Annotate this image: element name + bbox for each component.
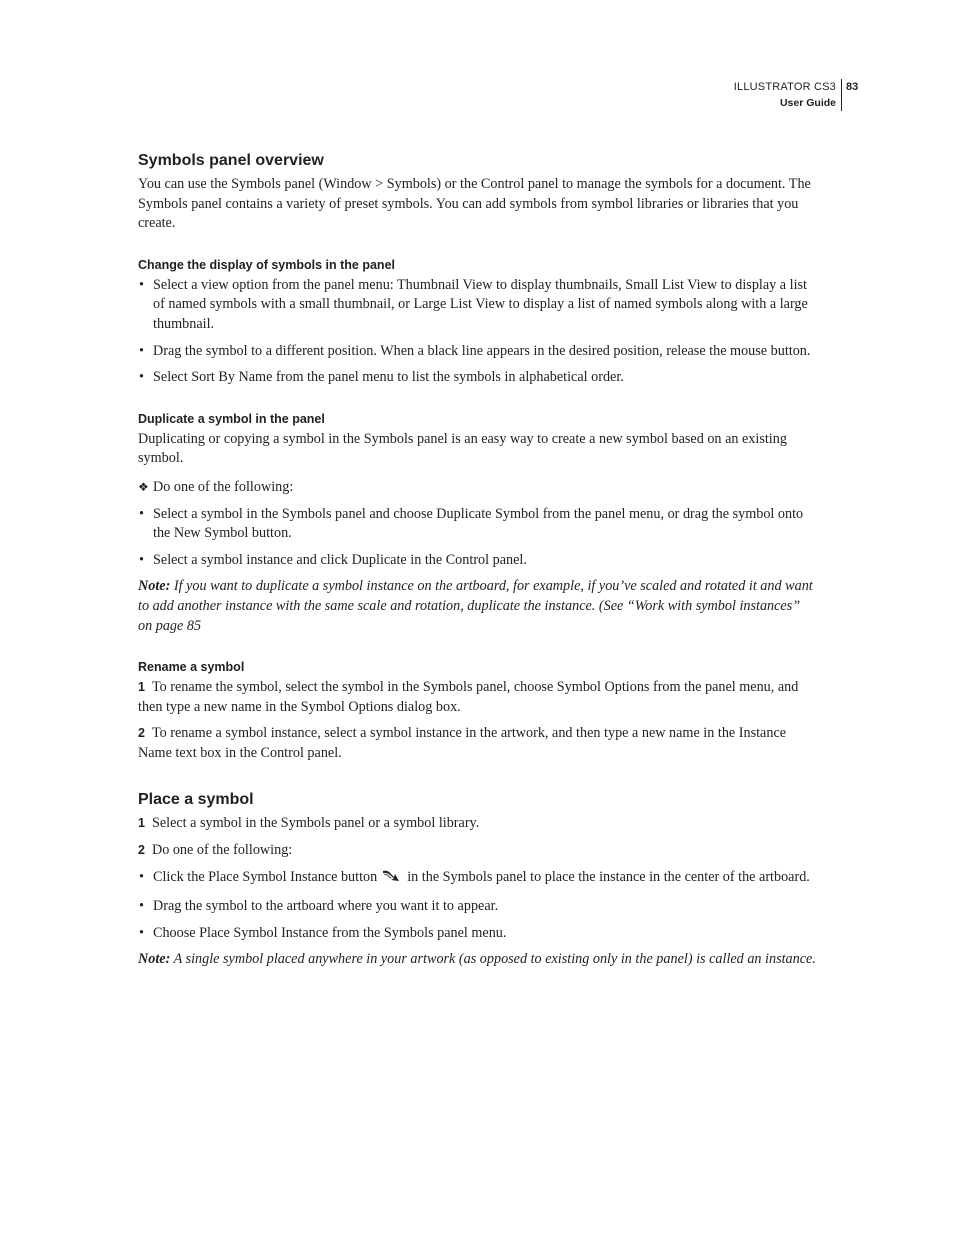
bullet-glyph: • [139, 898, 144, 915]
bullet-glyph: • [139, 342, 144, 359]
duplicate-intro: Duplicating or copying a symbol in the Symbols panel is an easy way to create a new symbol based on an existing symbol. [138, 430, 787, 467]
diamond-marker-icon: ❖ [138, 479, 149, 494]
bullet-glyph: • [139, 551, 144, 568]
list-item-text: Choose Place Symbol Instance from the Symbols panel menu. [153, 924, 507, 941]
step-text: Do one of the following: [151, 842, 293, 859]
place-note [138, 950, 816, 970]
step-text: To rename a symbol instance, select a symbol instance in the artwork, and then type a new name in the Instance Name text box in the Control panel. [138, 725, 787, 761]
list-item-text: Select a symbol in the Symbols panel and choose Duplicate Symbol from the panel menu, or drag the symbol onto the New Symbol button. [153, 505, 804, 542]
step-number: 2 [138, 726, 145, 741]
step-item [138, 814, 816, 834]
list-item-text: Select Sort By Name from the panel menu to list the symbols in alphabetical order. [153, 369, 624, 386]
running-header [734, 79, 842, 111]
list-item [138, 505, 816, 544]
step-item [138, 841, 816, 861]
list-item-text: Drag the symbol to a different position. When a black line appears in the desired position, release the mouse button. [153, 342, 811, 359]
list-item-text: Select a symbol instance and click Duplicate in the Control panel. [153, 551, 527, 568]
note-label: Note: [138, 951, 171, 968]
page-number: 83 [846, 81, 859, 93]
bullet-glyph: • [139, 505, 144, 522]
guide-name: User Guide [779, 97, 836, 109]
subheading-duplicate-symbol: Duplicate a symbol in the panel [138, 411, 325, 426]
step-text: Select a symbol in the Symbols panel or a symbol library. [151, 815, 480, 832]
list-item [138, 924, 816, 944]
list-item [138, 276, 816, 335]
list-item [138, 551, 816, 571]
section-heading-symbols-panel-overview: Symbols panel overview [138, 152, 324, 169]
subheading-rename-symbol: Rename a symbol [138, 660, 245, 675]
list-item [138, 868, 816, 891]
bullet-glyph: • [139, 276, 144, 293]
step-number: 2 [138, 843, 145, 858]
list-item [138, 897, 816, 917]
duplicate-note [138, 577, 816, 636]
place-symbol-instance-icon [381, 868, 401, 891]
step-text: To rename the symbol, select the symbol in the Symbols panel, choose Symbol Options from the panel menu, and then type a new name in the Symbol Options dialog box. [138, 679, 799, 715]
note-text: If you want to duplicate a symbol instance on the artboard, for example, if you’ve scaled and rotated it and want to add another instance with the same scale and rotation, duplicate the instance. (See “Work with symbol instances” on page 85 [138, 578, 813, 634]
section-heading-place-symbol: Place a symbol [138, 791, 254, 809]
note-label: Note: [138, 578, 171, 595]
page-content [138, 150, 816, 970]
list-item-text-before: Click the Place Symbol Instance button [153, 868, 378, 885]
bullet-glyph: • [139, 868, 144, 885]
bullet-glyph: • [139, 924, 144, 941]
step-item [138, 678, 816, 717]
instruction-line [138, 478, 816, 498]
step-number: 1 [138, 816, 145, 831]
bullet-glyph: • [139, 369, 144, 386]
step-number: 1 [138, 680, 145, 695]
list-item-text-after: in the Symbols panel to place the instance in the center of the artboard. [407, 868, 810, 885]
list-item-text: Select a view option from the panel menu: Thumbnail View to display thumbnails, Small List View to display a list of named symbols with a small thumbnail, or Large List View to display a list of named symbols along with a large thumbnail. [153, 276, 808, 332]
overview-paragraph: You can use the Symbols panel (Window > Symbols) or the Control panel to manage the symbols for a document. The Symbols panel contains a variety of preset symbols. You can add symbols from symbol libraries or libraries that you create. [138, 176, 811, 232]
product-name: ILLUSTRATOR CS3 [733, 81, 836, 93]
list-item [138, 342, 816, 362]
step-item [138, 724, 816, 763]
list-item-text: Drag the symbol to the artboard where you want it to appear. [153, 898, 499, 915]
list-item [138, 368, 816, 388]
note-text: A single symbol placed anywhere in your artwork (as opposed to existing only in the panel) is called an instance. [173, 951, 816, 968]
instruction-text: Do one of the following: [153, 478, 294, 495]
subheading-change-display: Change the display of symbols in the panel [138, 257, 395, 272]
